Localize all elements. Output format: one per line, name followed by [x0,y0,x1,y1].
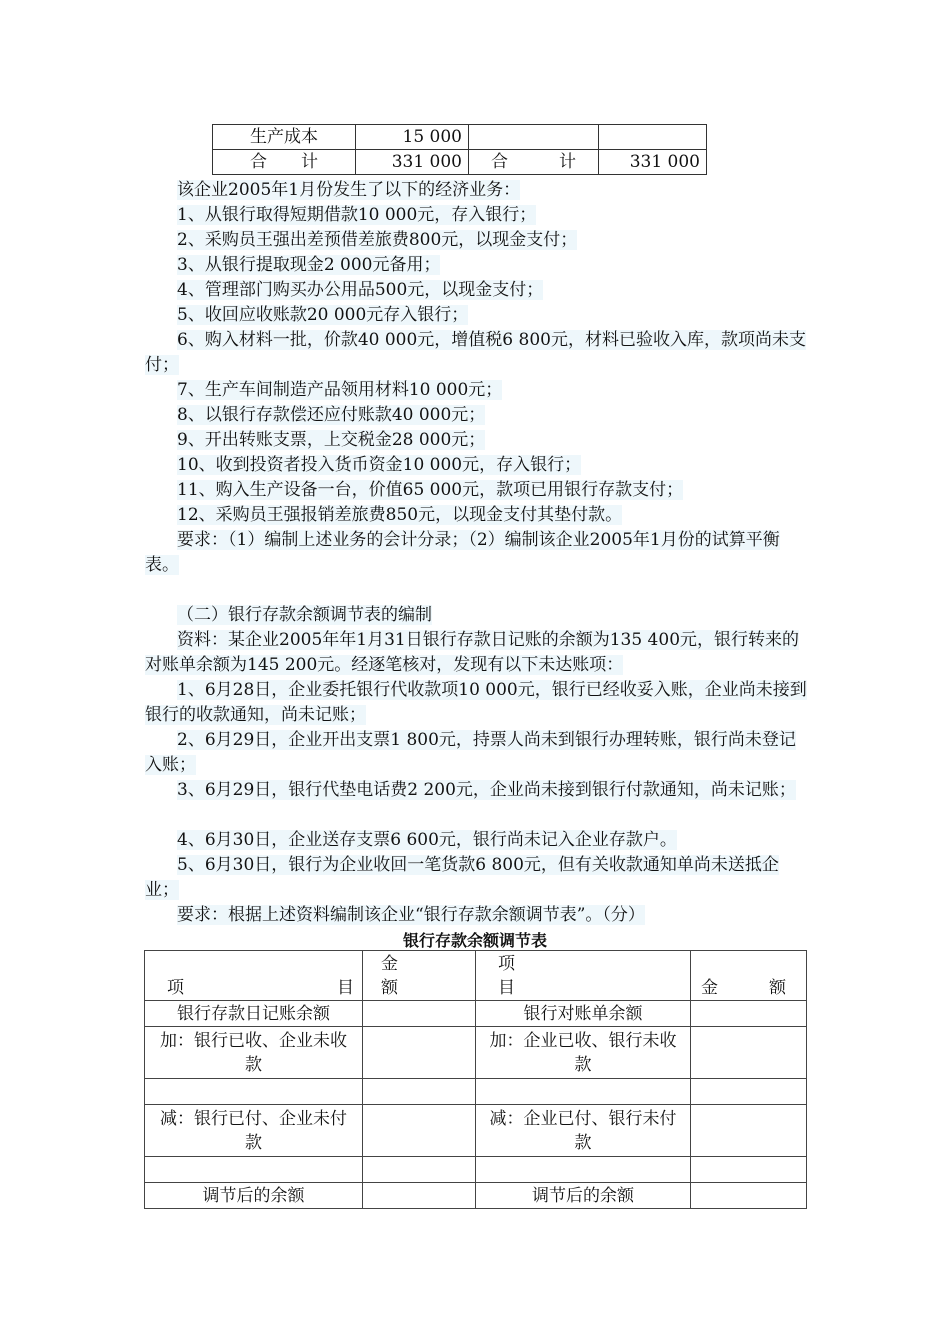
table-cell [363,1079,476,1105]
list-item: 7、生产车间制造产品领用材料10 000元； [177,380,503,400]
table-row [213,150,707,175]
table-cell [363,1027,476,1079]
list-item: 1、从银行取得短期借款10 000元，存入银行； [177,205,537,225]
section2-requirement: 要求：根据上述资料编制该企业“银行存款余额调节表”。（分） [177,905,645,925]
table-cell [691,1183,807,1209]
list-item: 5、6月30日，银行为企业收回一笔货款6 800元，但有关收款通知单尚未送抵企业； [145,855,779,900]
recon-table [144,950,807,1209]
table-row [145,1183,807,1209]
table-cell: 减：银行已付、企业未付款 [145,1105,363,1157]
table-cell: 生产成本 [213,125,356,150]
table-cell: 银行存款日记账余额 [145,1001,363,1027]
header-item-right: 项 目 [476,951,691,1001]
table-row [145,1079,807,1105]
table-cell: 15 000 [356,125,469,150]
table-cell [469,125,599,150]
list-item: 2、6月29日，企业开出支票1 800元，持票人尚未到银行办理转账，银行尚未登记入账； [145,730,796,775]
section1-requirement: 要求：（1）编制上述业务的会计分录；（2）编制该企业2005年1月份的试算平衡表。 [145,530,780,575]
list-item: 9、开出转账支票，上交税金28 000元； [177,430,486,450]
table-cell [363,1183,476,1209]
table-header-row [145,951,807,1001]
table-cell: 加：企业已收、银行未收款 [476,1027,691,1079]
list-item: 2、采购员王强出差预借差旅费800元，以现金支付； [177,230,578,250]
table-cell [145,1079,363,1105]
table-row [145,1105,807,1157]
list-item: 1、6月28日，企业委托银行代收款项10 000元，银行已经收妥入账，企业尚未接到银行的收款通知，尚未记账； [145,680,807,725]
list-item: 11、购入生产设备一台，价值65 000元，款项已用银行存款支付； [177,480,684,500]
recon-table-title: 银行存款余额调节表 [402,931,547,950]
table-row [145,1027,807,1079]
table-cell [363,1001,476,1027]
table-cell [476,1079,691,1105]
table-row [145,1157,807,1183]
table-cell [691,1001,807,1027]
list-item: 6、购入材料一批，价款40 000元，增值税6 800元，材料已验收入库，款项尚未支付； [145,330,806,375]
list-item: 5、收回应收账款20 000元存入银行； [177,305,469,325]
table-cell: 减：企业已付、银行未付款 [476,1105,691,1157]
section2-material: 资料：某企业2005年年1月31日银行存款日记账的余额为135 400元，银行转来的对账单余额为145 200元。经逐笔核对，发现有以下未达账项： [145,630,800,675]
section1-intro: 该企业2005年1月份发生了以下的经济业务： [177,180,521,200]
balance-table-fragment [212,124,707,175]
table-cell [691,1157,807,1183]
table-cell: 331 000 [356,150,469,175]
table-cell: 合 计 [213,150,356,175]
list-item: 4、管理部门购买办公用品500元，以现金支付； [177,280,544,300]
list-item: 10、收到投资者投入货币资金10 000元，存入银行； [177,455,582,475]
list-item: 3、6月29日，银行代垫电话费2 200元，企业尚未接到银行付款通知，尚未记账； [177,780,796,800]
table-cell [363,1105,476,1157]
header-item-left: 项 目 [145,951,363,1001]
table-cell [599,125,707,150]
list-item: 8、以银行存款偿还应付账款40 000元； [177,405,486,425]
header-amount-left: 金 额 [363,951,476,1001]
header-amount-right: 金 额 [691,951,807,1001]
table-cell: 调节后的余额 [145,1183,363,1209]
table-cell: 调节后的余额 [476,1183,691,1209]
table-cell: 加：银行已收、企业未收款 [145,1027,363,1079]
list-item: 3、从银行提取现金2 000元备用； [177,255,441,275]
table-cell: 合 计 [469,150,599,175]
table-cell [691,1105,807,1157]
table-cell: 331 000 [599,150,707,175]
table-row [213,125,707,150]
table-cell [691,1079,807,1105]
table-cell: 银行对账单余额 [476,1001,691,1027]
list-item: 12、采购员王强报销差旅费850元，以现金支付其垫付款。 [177,505,623,525]
table-cell [145,1157,363,1183]
table-cell [363,1157,476,1183]
section2-heading: （二）银行存款余额调节表的编制 [177,605,432,625]
table-row [145,1001,807,1027]
table-cell [476,1157,691,1183]
list-item: 4、6月30日，企业送存支票6 600元，银行尚未记入企业存款户。 [177,830,677,850]
table-cell [691,1027,807,1079]
